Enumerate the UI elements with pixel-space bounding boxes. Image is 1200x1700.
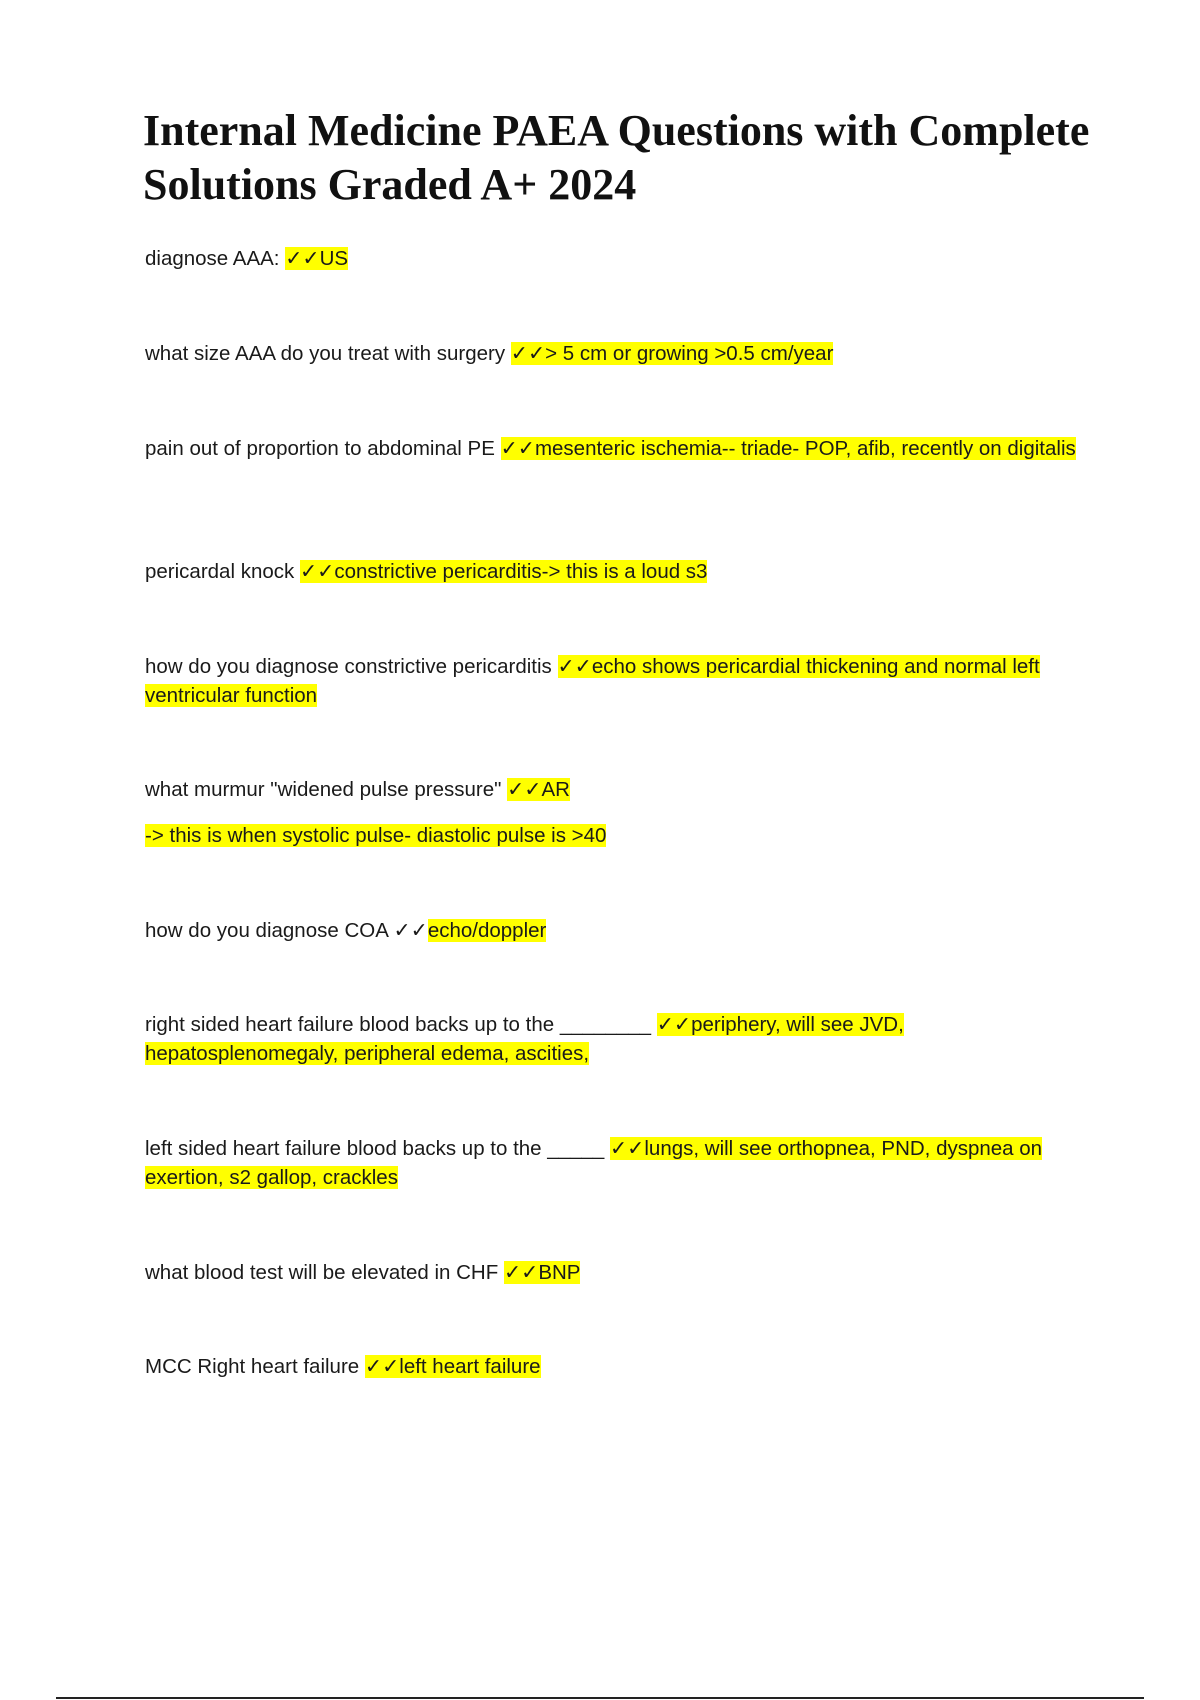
qa-note bbox=[145, 821, 606, 850]
answer-text: BNP bbox=[538, 1261, 581, 1284]
document-title: Internal Medicine PAEA Questions with Complete Solutions Graded A+ 2024 bbox=[143, 106, 1090, 209]
answer-highlight bbox=[365, 1355, 541, 1378]
check-marks: ✓✓ bbox=[500, 437, 535, 460]
check-marks: ✓✓ bbox=[507, 778, 542, 801]
qa-item bbox=[145, 557, 1095, 586]
check-marks: ✓✓ bbox=[299, 560, 335, 583]
answer-text: constrictive pericarditis-> this is a loud s3 bbox=[334, 560, 708, 583]
answer-highlight bbox=[511, 342, 834, 365]
answer-text: left heart failure bbox=[399, 1355, 541, 1378]
answer-text: AR bbox=[541, 778, 570, 801]
qa-item bbox=[145, 1134, 1095, 1192]
answer-highlight bbox=[507, 778, 570, 801]
answer-highlight bbox=[501, 437, 1076, 460]
note-text: -> this is when systolic pulse- diastolic pulse is >40 bbox=[145, 824, 607, 847]
qa-item bbox=[145, 775, 1095, 804]
answer-text: > 5 cm or growing >0.5 cm/year bbox=[545, 342, 834, 365]
check-marks: ✓✓ bbox=[557, 655, 592, 678]
question-text: pain out of proportion to abdominal PE bbox=[145, 437, 495, 460]
check-marks: ✓✓ bbox=[364, 1355, 400, 1378]
check-marks: ✓✓ bbox=[610, 1137, 645, 1160]
answer-text: US bbox=[319, 247, 349, 270]
qa-item bbox=[145, 916, 1095, 945]
answer-text: echo shows pericardial thickening and normal left ventricular function bbox=[145, 655, 1040, 707]
qa-item bbox=[145, 244, 1095, 273]
answer-text: mesenteric ischemia-- triade- POP, afib, recently on digitalis bbox=[534, 437, 1076, 460]
qa-item bbox=[145, 1258, 1095, 1287]
question-text: right sided heart failure blood backs up to the ________ bbox=[145, 1013, 652, 1036]
question-text: MCC Right heart failure bbox=[145, 1355, 360, 1378]
question-text: pericardal knock bbox=[145, 560, 295, 583]
question-text: diagnose AAA: bbox=[145, 247, 280, 270]
check-marks: ✓✓ bbox=[503, 1261, 539, 1284]
check-marks: ✓✓ bbox=[285, 247, 320, 270]
check-marks: ✓✓ bbox=[656, 1013, 692, 1036]
answer-text: lungs, will see orthopnea, PND, dyspnea on exertion, s2 gallop, crackles bbox=[145, 1137, 1043, 1189]
answer-highlight bbox=[285, 247, 348, 270]
question-text: what murmur "widened pulse pressure" bbox=[145, 778, 502, 801]
check-marks: ✓✓ bbox=[393, 919, 428, 942]
answer-highlight bbox=[300, 560, 708, 583]
check-marks: ✓✓ bbox=[510, 342, 546, 365]
qa-item bbox=[145, 339, 1095, 368]
question-text: what blood test will be elevated in CHF bbox=[145, 1261, 499, 1284]
question-text: how do you diagnose constrictive pericarditis bbox=[145, 655, 552, 678]
qa-item bbox=[145, 434, 1095, 463]
answer-text: periphery, will see JVD, hepatosplenomegaly, peripheral edema, ascities, bbox=[145, 1013, 904, 1065]
footer-divider bbox=[56, 1697, 1144, 1699]
question-text: how do you diagnose COA bbox=[145, 919, 388, 942]
answer-text: echo/doppler bbox=[427, 919, 547, 942]
qa-item bbox=[145, 1010, 1095, 1068]
qa-item bbox=[145, 652, 1095, 710]
qa-item bbox=[145, 1352, 1095, 1381]
question-text: what size AAA do you treat with surgery bbox=[145, 342, 506, 365]
answer-highlight bbox=[504, 1261, 581, 1284]
question-text: left sided heart failure blood backs up to the _____ bbox=[145, 1137, 605, 1160]
